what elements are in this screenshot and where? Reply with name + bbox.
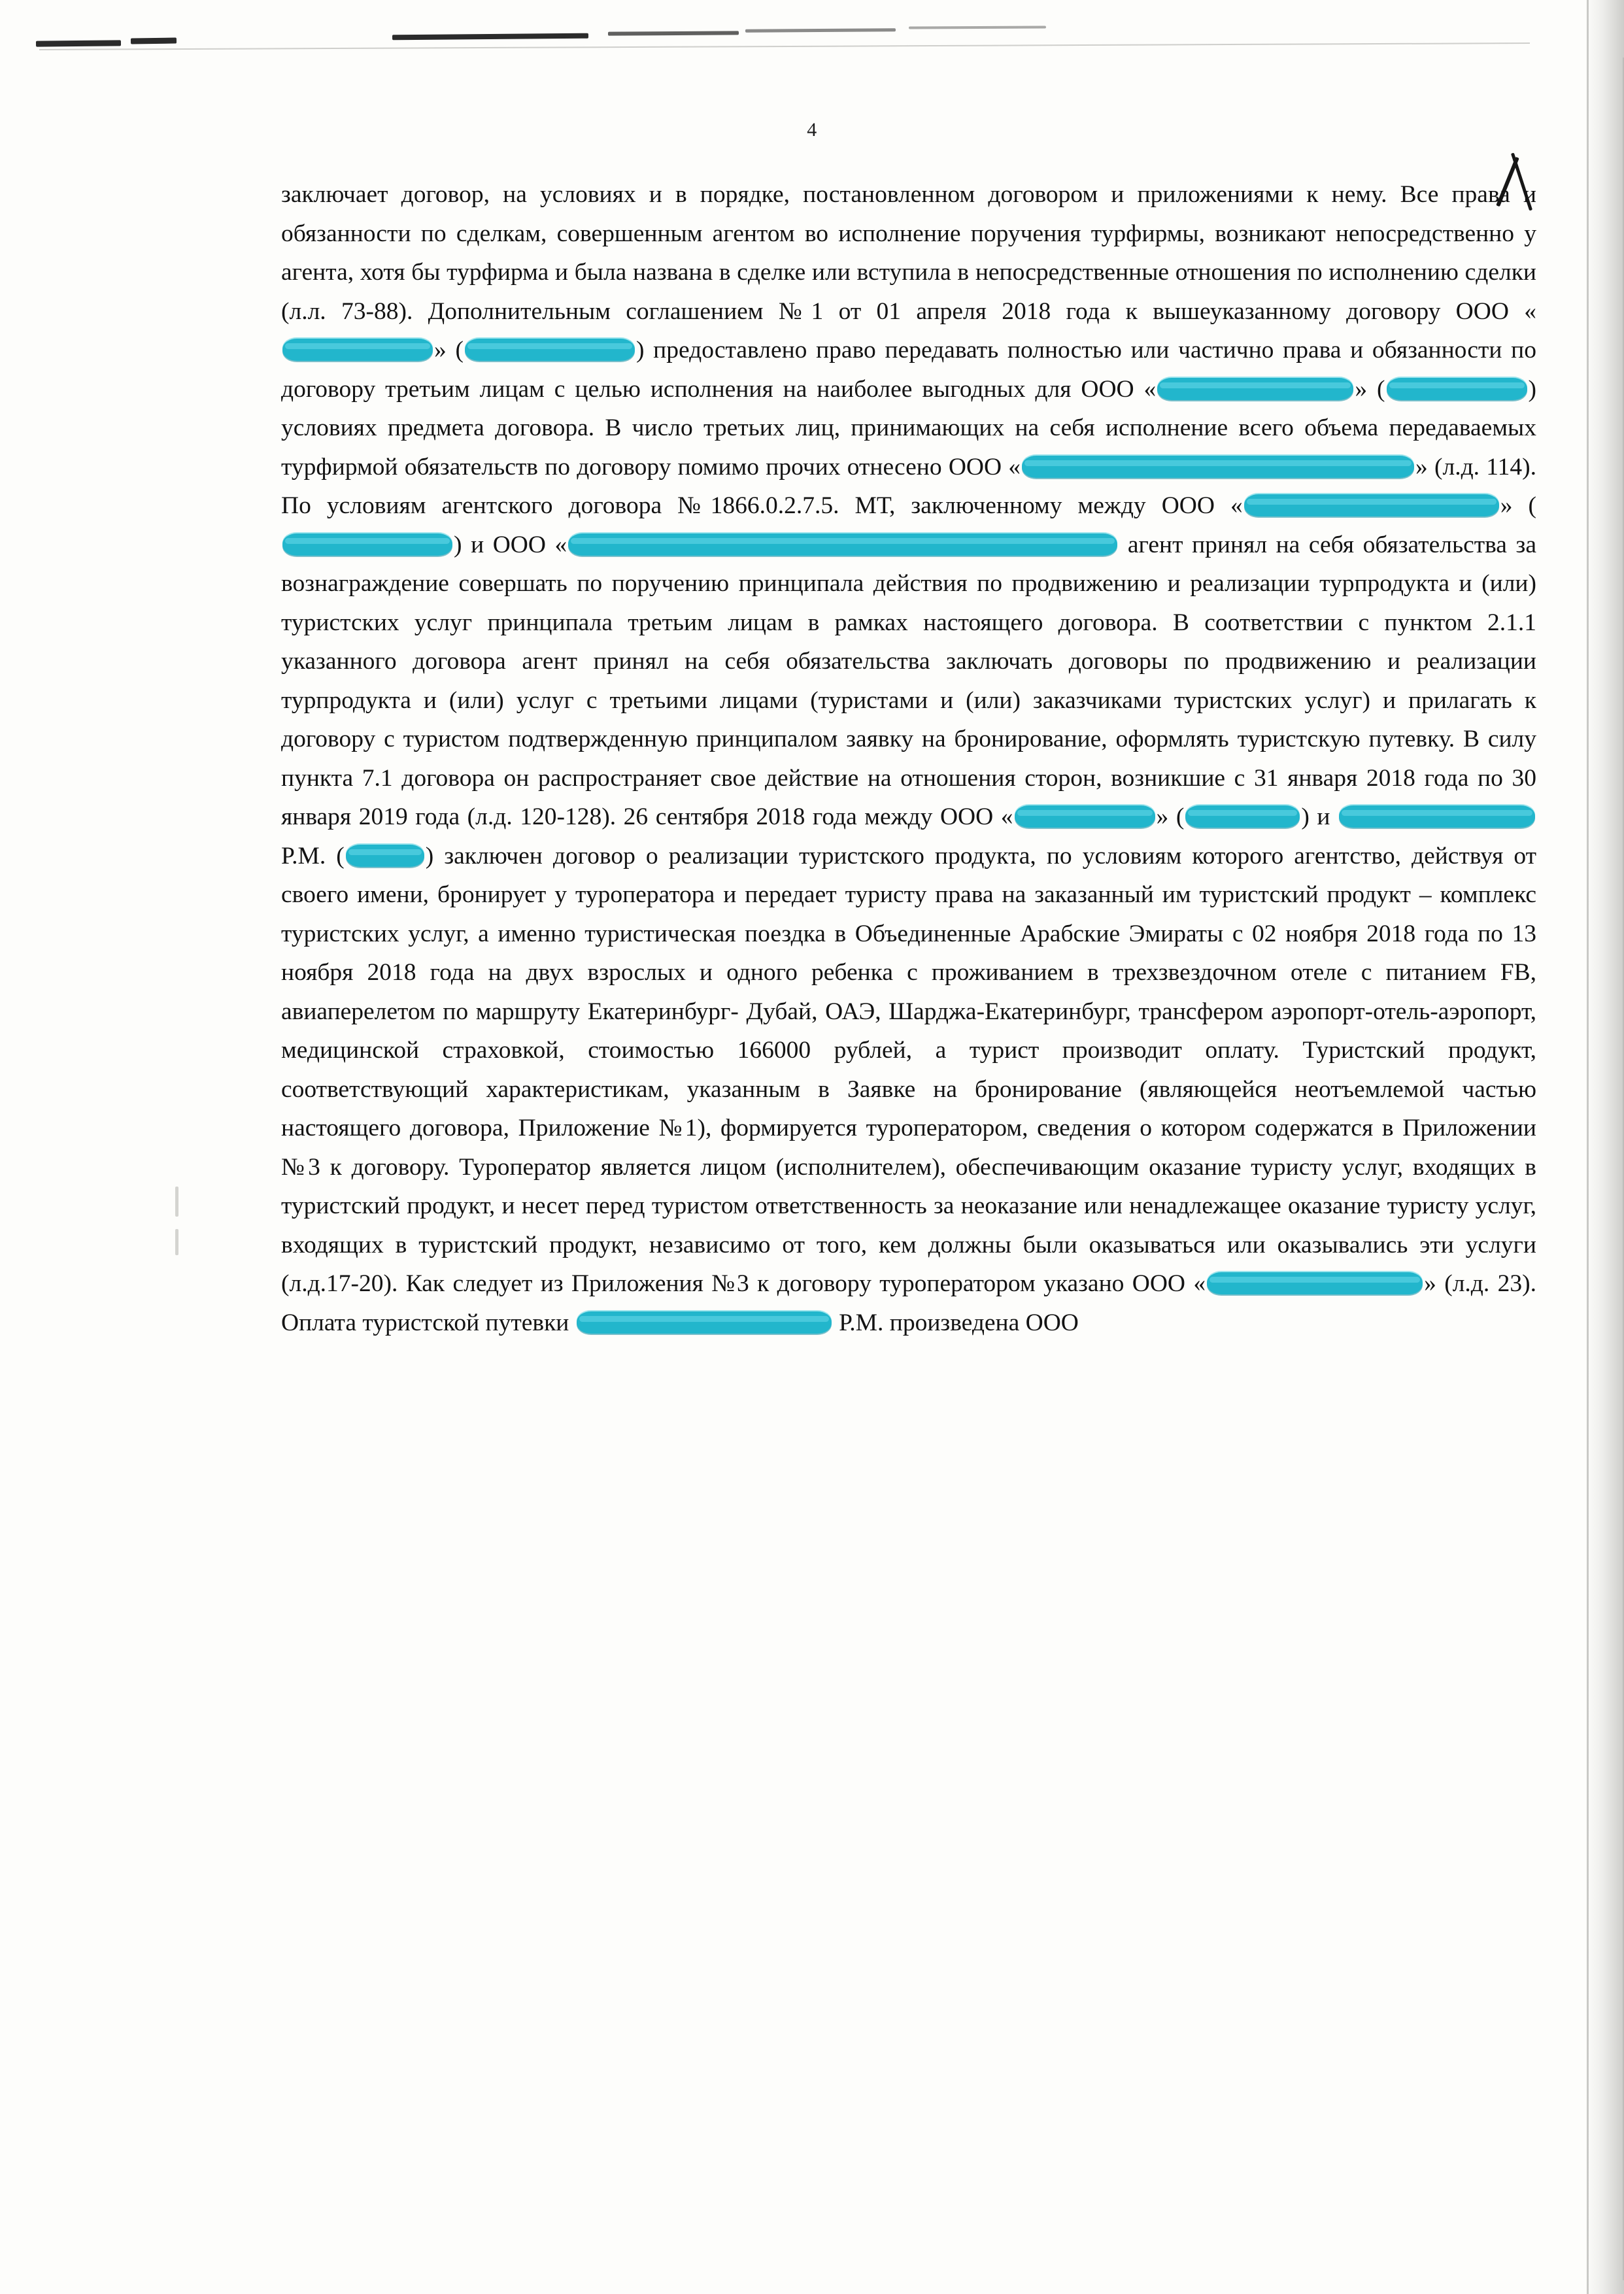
binding-mark <box>36 40 121 46</box>
redaction-bar <box>1157 378 1353 400</box>
redaction-bar <box>346 845 424 867</box>
page-top-rule <box>39 42 1530 50</box>
scan-artifact <box>175 1229 178 1255</box>
binding-mark <box>392 33 588 41</box>
redaction-bar <box>568 533 1117 556</box>
body-paragraph: заключает договор, на условиях и в порядке, постановленном договором и приложениями к нему. Все права и обязанности по сделкам, совершенным агентом во исполнение поручения турфирмы, возникают непосредственно у агента, хотя бы турфирма и была названа в сделке или вступила в непосредственные отношения по исполнению сделки (л.л. 73-88). Дополнительным соглашением №1 от 01 апреля 2018 года к вышеуказанному договору ООО «» ( ) предоставлено право передавать полностью или частично права и обязанности по договору третьим лицам с целью исполнения на наиболее выгодных для ООО « » ( ) условиях предмета договора. В число третьих лиц, принимающих на себя исполнение всего объема передаваемых турфирмой обязательств по договору помимо прочих отнесено ООО « » (л.д. 114). По условиям агентского договора №1866.0.2.7.5. МТ, заключенному между ООО « » () и ООО « агент принял на себя обязательства за вознаграждение совершать по поручению принципала действия по продвижению и реализации турпродукта и (или) туристских услуг принципала третьим лицам в рамках настоящего договора. В соответствии с пунктом 2.1.1 указанного договора агент принял на себя обязательства заключать договоры по продвижению и реализации турпродукта и (или) услуг с третьими лицами (туристами и (или) заказчиками туристских услуг) и прилагать к договору с туристом подтвержденную принципалом заявку на бронирование, оформлять туристскую путевку. В силу пункта 7.1 договора он распространяет свое действие на отношения сторон, возникшие с 31 января 2018 года по 30 января 2019 года (л.д. 120-128). 26 сентября 2018 года между ООО « » ( ) и Р.М. ( ) заключен договор о реализации туристского продукта, по условиям которого агентство, действуя от своего имени, бронирует у туроператора и передает туристу права на заказанный им туристский продукт – комплекс туристских услуг, а именно туристическая поездка в Объединенные Арабские Эмираты с 02 ноября 2018 года по 13 ноября 2018 года на двух взрослых и одного ребенка с проживанием в трехзвездочном отеле с питанием FB, авиаперелетом по маршруту Екатеринбург- Дубай, ОАЭ, Шарджа-Екатеринбург, трансфером аэропорт-отель-аэропорт, медицинской страховкой, стоимостью 166000 рублей, а турист производит оплату. Туристский продукт, соответствующий характеристикам, указанным в Заявке на бронирование (являющейся неотъемлемой частью настоящего договора, Приложение №1), формируется туроператором, сведения о котором содержатся в Приложении №3 к договору. Туроператор является лицом (исполнителем), обеспечивающим оказание туристу услуг, входящих в туристский продукт, и несет перед туристом ответственность за неоказание или ненадлежащее оказание туристу услуг, входящих в туристский продукт, независимо от того, кем должны были оказываться или оказывались эти услуги (л.д.17-20). Как следует из Приложения №3 к договору туроператором указано ООО « » (л.д. 23). Оплата туристской путевки Р.М. произведена ООО <box>281 181 1537 1336</box>
redaction-bar <box>1015 805 1155 828</box>
redaction-bar <box>282 339 433 361</box>
redaction-bar <box>1207 1272 1423 1294</box>
scan-edge-line <box>1587 0 1589 2294</box>
scan-artifact <box>175 1187 178 1217</box>
scan-edge-shadow <box>1585 0 1624 2294</box>
redaction-bar <box>465 339 635 361</box>
redaction-bar <box>577 1311 832 1334</box>
page-number: 4 <box>807 119 817 141</box>
redaction-bar <box>1022 456 1414 478</box>
binding-mark <box>131 38 177 44</box>
binding-mark <box>745 28 896 33</box>
redaction-bar <box>1244 494 1499 516</box>
redaction-bar <box>282 533 452 556</box>
document-body-text <box>281 175 1536 1342</box>
redaction-bar <box>1387 378 1527 400</box>
redaction-bar <box>1339 805 1535 828</box>
redaction-bar <box>1185 805 1300 828</box>
binding-mark <box>909 25 1046 29</box>
binding-mark <box>608 31 739 35</box>
